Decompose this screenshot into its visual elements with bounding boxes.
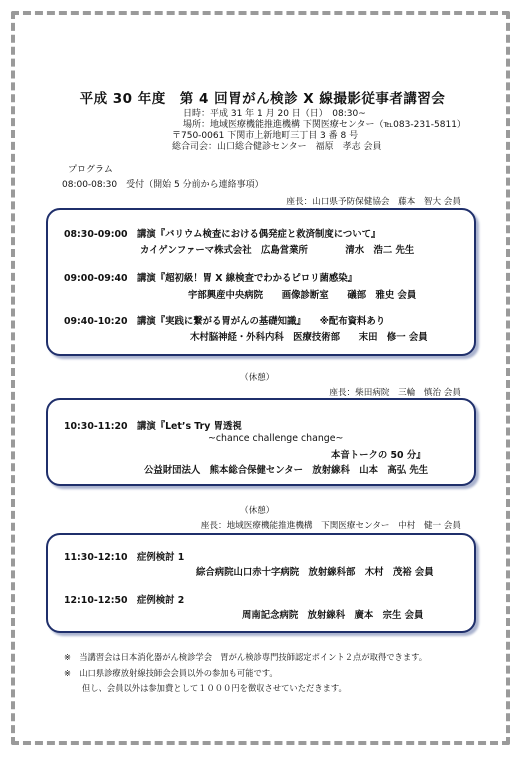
lecture-2-title: 09:00-09:40 講演『超初級！胃 X 線検査でわかるピロリ菌感染』 [64,273,357,284]
break-1: （休憩） [240,373,275,383]
lecture-2-speaker: 宇部興産中央病院 画像診断室 礒部 雅史 会員 [188,290,417,301]
reception-line: 08:00-08:30 受付（開始 5 分前から連絡事項） [62,180,264,190]
session-1-box [46,208,476,356]
session-2-box [46,398,476,486]
lecture-4-subtitle-2: 本音トークの 50 分』 [331,450,426,461]
case-study-2-title: 12:10-12:50 症例検討 2 [64,595,185,606]
chair-session-1: 座長：山口県予防保健協会 藤本 智大 会員 [286,197,461,207]
lecture-4-subtitle: ~chance challenge change~ [208,433,344,444]
lecture-4-title: 10:30-11:20 講演『Let’s Try 胃透視 [64,421,242,432]
lecture-3-title: 09:40-10:20 講演『実践に繋がる胃がんの基礎知識』 ※配布資料あり [64,316,386,327]
lecture-1-title: 08:30-09:00 講演『バリウム検査における偶発症と救済制度について』 [64,229,381,240]
session-3-box [46,533,476,633]
chair-session-2: 座長：柴田病院 三輪 慎治 会員 [329,388,461,398]
program-label: プログラム [68,165,113,175]
note-3: 但し、会員以外は参加費として１０００円を徴収させていただきます。 [82,683,347,693]
note-1: ※ 当講習会は日本消化器がん検診学会 胃がん検診専門技師認定ポイント２点が取得できます。 [64,652,428,662]
case-study-1-speaker: 綜合病院山口赤十字病院 放射線科部 木村 茂裕 会員 [196,567,434,578]
page-title: 平成 30 年度 第 4 回胃がん検診 X 線撮影従事者講習会 [79,91,446,107]
event-place: 場所：地域医療機能推進機構 下関医療センター（℡083-231-5811） [183,120,466,130]
event-moderator: 総合司会：山口総合健診センター 福原 孝志 会員 [172,142,382,152]
event-address: 〒750-0061 下関市上新地町三丁目 3 番 8 号 [172,131,359,141]
event-date: 日時：平成 31 年 1 月 20 日（日） 08:30~ [183,109,366,119]
lecture-3-speaker: 木村脳神経・外科内科 医療技術部 末田 修一 会員 [190,332,428,343]
chair-session-3: 座長：地域医療機能推進機構 下関医療センター 中村 健一 会員 [200,521,461,531]
note-2: ※ 山口県診療放射線技師会会員以外の参加も可能です。 [64,668,278,678]
case-study-1-title: 11:30-12:10 症例検討 1 [64,552,185,563]
lecture-4-speaker: 公益財団法人 熊本総合保健センター 放射線科 山本 高弘 先生 [144,465,429,476]
break-2: （休憩） [240,506,275,516]
case-study-2-speaker: 周南記念病院 放射線科 廣本 宗生 会員 [242,610,424,621]
lecture-1-speaker: カイゲンファーマ株式会社 広島営業所 清水 浩二 先生 [140,245,415,256]
